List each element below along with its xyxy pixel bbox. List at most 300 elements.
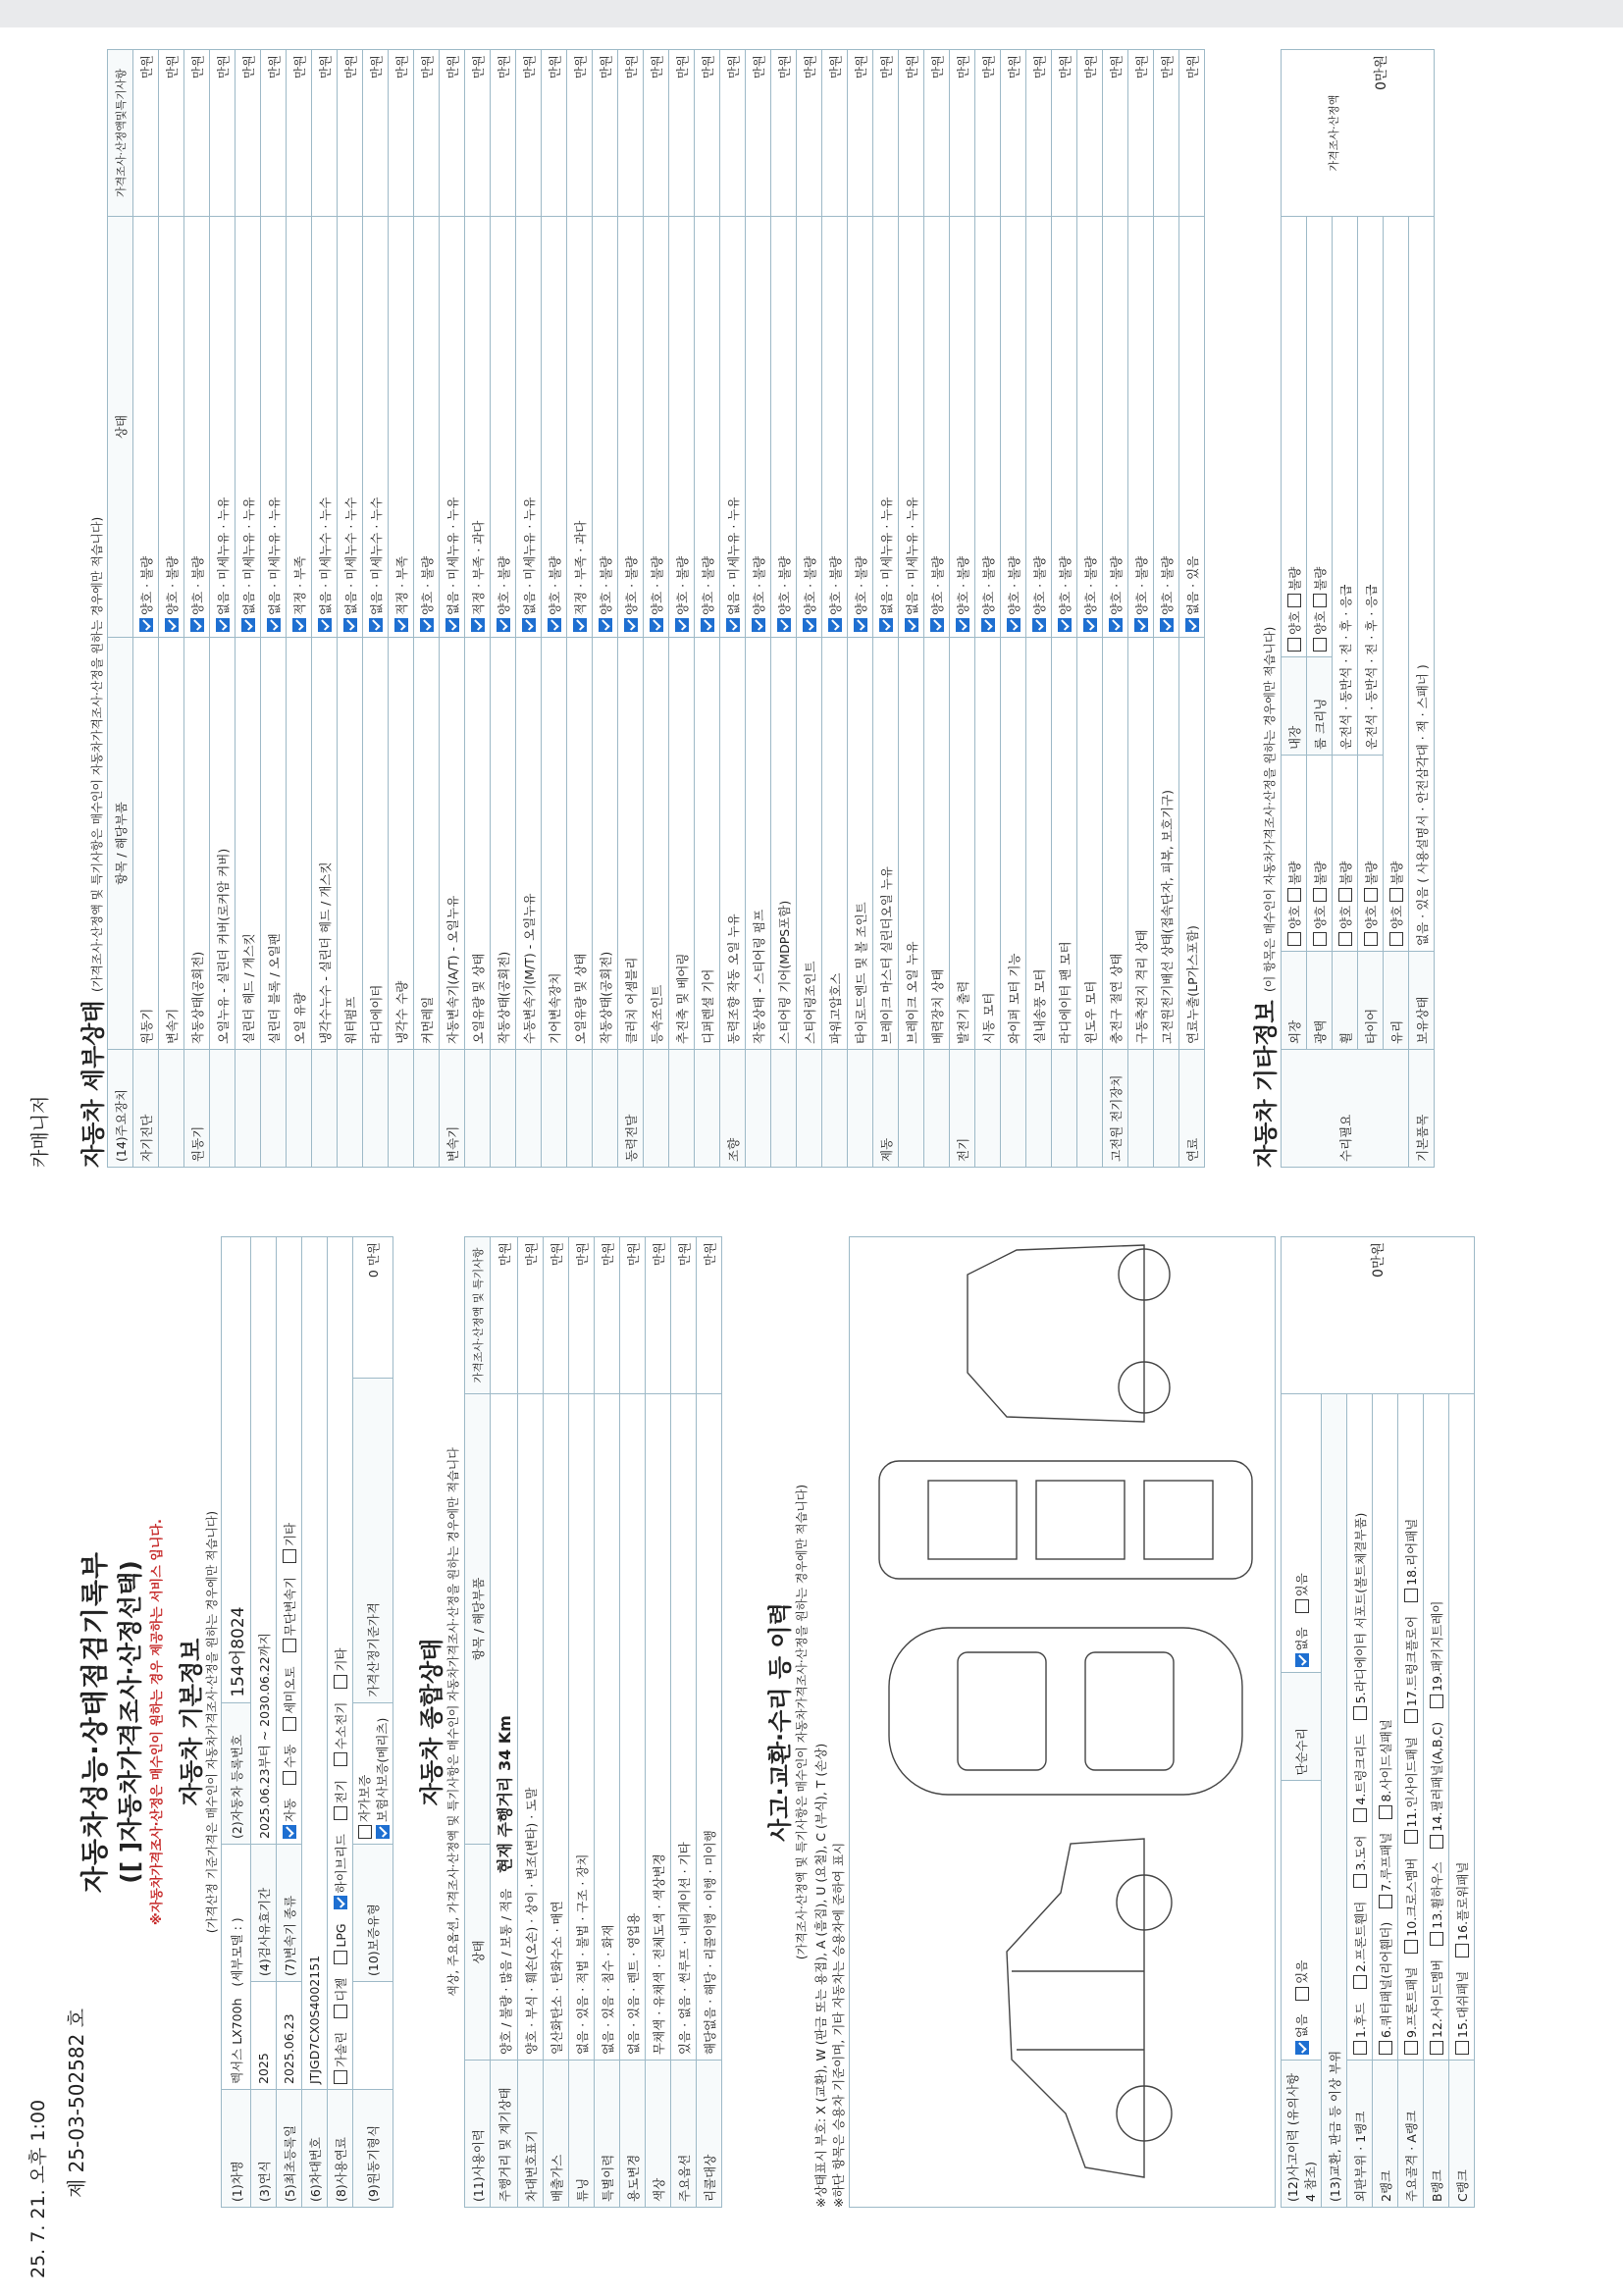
detail-price: 만원	[236, 50, 261, 217]
summary-col-price: 가격조사·산정액 및 특기사항	[465, 1237, 491, 1394]
detail-checkbox[interactable]	[139, 618, 153, 632]
accident-note: (가격조사·산정액 및 특기사항은 매수인이 자동차가격조사·산정을 원하는 경우에만 적습니다)	[795, 1484, 809, 1960]
detail-state[interactable]: 없음 · 미세누유 · 누유	[720, 217, 746, 638]
detail-group	[695, 1050, 720, 1168]
warranty-opt-self[interactable]: 자가보증	[355, 1775, 373, 1839]
detail-checkbox[interactable]	[241, 618, 255, 632]
passenger-car-legend: ※하단 항목은 승용차 기준이며, 기타 자동차는 승용차에 준하여 표시	[831, 1842, 846, 2208]
detail-group	[210, 1050, 236, 1168]
detail-group	[567, 1050, 593, 1168]
detail-row	[720, 50, 746, 1168]
detail-row	[848, 50, 873, 1168]
detail-price: 만원	[363, 50, 389, 217]
detail-checkbox[interactable]	[445, 618, 459, 632]
detail-price: 만원	[414, 50, 440, 217]
detail-group	[1154, 1050, 1179, 1168]
detail-state[interactable]: 없음 · 미세누유 · 누유	[440, 217, 465, 638]
warranty-options	[353, 1702, 393, 1844]
basic-info-table	[221, 1236, 393, 2208]
detail-group: 조향	[720, 1050, 746, 1168]
other-info-title: 자동차 기타정보 (이 항목은 매수인이 자동차가격조사·산정을 원하는 경우에만 적습니다)	[1252, 626, 1280, 1168]
detail-checkbox[interactable]	[701, 618, 714, 632]
detail-row	[159, 50, 184, 1168]
reg-no-label: (2)자동차 등록번호	[222, 1702, 251, 1844]
detail-state[interactable]: 양호 · 불량	[133, 217, 159, 638]
detail-checkbox[interactable]	[675, 618, 689, 632]
detail-group	[1077, 1050, 1103, 1168]
detail-row	[338, 50, 363, 1168]
detail-state[interactable]: 양호 · 불량	[950, 217, 975, 638]
detail-item: 타이로드엔드 및 볼 조인트	[848, 638, 873, 1050]
form-title: 자동차성능·상태점검기록부	[79, 1550, 111, 1894]
price-basis-label: 가격산정기준가격	[353, 1379, 393, 1702]
detail-checkbox[interactable]	[471, 618, 485, 632]
simple-repair-options	[1282, 1394, 1322, 1674]
detail-state[interactable]: 양호 · 불량	[1128, 217, 1154, 638]
validity-label: (4)검사유효기간	[251, 1845, 277, 1982]
detail-item: 변속기	[159, 638, 184, 1050]
detail-group	[542, 1050, 567, 1168]
detail-price: 만원	[644, 50, 669, 217]
detail-item: 오일 유량	[287, 638, 312, 1050]
detail-state[interactable]: 양호 · 불량	[1026, 217, 1052, 638]
detail-price: 만원	[924, 50, 950, 217]
fuel-label: (8)사용연료	[328, 2090, 353, 2208]
detail-price: 만원	[593, 50, 618, 217]
detail-group	[746, 1050, 771, 1168]
detail-price: 만원	[287, 50, 312, 217]
detail-row	[210, 50, 236, 1168]
detail-group	[822, 1050, 848, 1168]
detail-price: 만원	[669, 50, 695, 217]
simple-opt-yes[interactable]: 있음	[1292, 1573, 1310, 1613]
price-basis-value: 0 만원	[353, 1237, 393, 1379]
symbol-legend: ※상태표시 부호: X (교환), W (판금 또는 용접), A (흠집), U (요철), C (부식), T (손상)	[813, 1743, 828, 2208]
detail-group	[159, 1050, 184, 1168]
detail-state[interactable]: 양호 · 불량	[848, 217, 873, 638]
detail-state[interactable]: 적정 · 부족	[287, 217, 312, 638]
detail-group	[644, 1050, 669, 1168]
detail-state[interactable]: 양호 · 불량	[644, 217, 669, 638]
detail-row	[542, 50, 567, 1168]
detail-checkbox[interactable]	[599, 618, 612, 632]
detail-item: 추진축 및 베어링	[669, 638, 695, 1050]
detail-checkbox[interactable]	[343, 618, 357, 632]
detail-checkbox[interactable]	[1058, 618, 1072, 632]
car-top-view	[889, 1628, 1242, 1795]
detail-checkbox[interactable]	[1185, 618, 1199, 632]
detail-row	[236, 50, 261, 1168]
detail-checkbox[interactable]	[726, 618, 740, 632]
detail-checkbox[interactable]	[318, 618, 332, 632]
detail-group: 제동	[873, 1050, 899, 1168]
detail-item: 라디에이터	[363, 638, 389, 1050]
detail-checkbox[interactable]	[828, 618, 842, 632]
detail-price: 만원	[133, 50, 159, 217]
detail-state[interactable]: 양호 · 불량	[1154, 217, 1179, 638]
detail-state[interactable]: 없음 · 미세누유 · 누유	[899, 217, 924, 638]
detail-state[interactable]: 없음 · 미세누유 · 누유	[210, 217, 236, 638]
detail-state[interactable]: 없음 · 미세누수 · 누수	[363, 217, 389, 638]
detail-checkbox[interactable]	[650, 618, 663, 632]
detail-item: 냉각수 수량	[389, 638, 414, 1050]
detail-group	[975, 1050, 1001, 1168]
car-name-label: (1)차명	[222, 2090, 251, 2208]
car-diagram-svg	[850, 1237, 1275, 2207]
detail-table-body	[133, 50, 1205, 1168]
detail-row	[618, 50, 644, 1168]
detail-checkbox[interactable]	[165, 618, 179, 632]
year-value: 2025	[251, 1982, 277, 2090]
detail-state[interactable]: 양호 · 불량	[975, 217, 1001, 638]
detail-item: 스티어링조인트	[797, 638, 822, 1050]
detail-item: 워터펌프	[338, 638, 363, 1050]
detail-price: 만원	[1001, 50, 1026, 217]
fuel-options	[328, 1237, 353, 2090]
detail-checkbox[interactable]	[981, 618, 995, 632]
summary-note: 색상, 주요옵션, 가격조사·산정액 및 특기사항은 매수인이 자동차가격조사·산정을 원하는 경우에만 적습니다	[446, 1447, 460, 1997]
trans-opt-auto[interactable]: 자동	[281, 1799, 298, 1839]
detail-item: 라디에이터 팬 모터	[1052, 638, 1077, 1050]
transmission-label: (7)변속기 종류	[277, 1845, 302, 1982]
detail-checkbox[interactable]	[905, 618, 918, 632]
detail-item: 충전구 절연 상태	[1103, 638, 1128, 1050]
detail-row	[1077, 50, 1103, 1168]
detail-group	[287, 1050, 312, 1168]
detail-item: 냉각수누수 - 실린더 헤드 / 개스킷	[312, 638, 338, 1050]
detail-row	[797, 50, 822, 1168]
detail-state[interactable]: 양호 · 불량	[159, 217, 184, 638]
summary-row-mileage: 주행거리 및 계기상태 양호 / 불량 · 많음 / 보통 / 적음 현재 주행거리 34 Km 만원	[491, 1237, 518, 2208]
detail-item: 오일유량 및 상태	[567, 638, 593, 1050]
detail-row	[389, 50, 414, 1168]
accident-opt-none[interactable]: 없음	[1292, 2014, 1310, 2055]
detail-item: 고전원전기배선 상태(접속단자, 피복, 보호기구)	[1154, 638, 1179, 1050]
rankB-row: B랭크 12.사이드멤버 13.휠하우스 14.필러패널(A,B,C) 19.패키지트레이	[1424, 1237, 1449, 2208]
detail-state[interactable]: 양호 · 불량	[414, 217, 440, 638]
summary-row-recall: 리콜대상 해당없음 · 해당 · 리콜이행 · 이행 · 미이행 만원	[697, 1237, 722, 2208]
detail-item: 와이퍼 모터 기능	[1001, 638, 1026, 1050]
detail-state[interactable]: 양호 · 불량	[593, 217, 618, 638]
basic-info-title: 자동차 기본정보	[178, 1638, 205, 1806]
detail-checkbox[interactable]	[1032, 618, 1046, 632]
detail-row	[1052, 50, 1077, 1168]
detail-checkbox[interactable]	[497, 618, 510, 632]
detail-price: 만원	[1103, 50, 1128, 217]
detail-price: 만원	[720, 50, 746, 217]
detail-price: 만원	[899, 50, 924, 217]
detail-price: 만원	[440, 50, 465, 217]
detail-state[interactable]: 없음 · 미세누유 · 누유	[261, 217, 287, 638]
form-subtitle: ([ ]자동차가격조사·산정선택)	[116, 1560, 144, 1884]
detail-group	[771, 1050, 797, 1168]
summary-row-usage: 용도변경 없음 · 있음 · 렌트 · 영업용 만원	[620, 1237, 646, 2208]
detail-checkbox[interactable]	[1160, 618, 1174, 632]
detail-checkbox[interactable]	[879, 618, 893, 632]
summary-col-item: 항목 / 해당부품	[465, 1394, 491, 1845]
detail-title: 자동차 세부상태 (가격조사·산정액 및 특기사항은 매수인이 자동차가격조사·산정을 원하는 경우에만 적습니다)	[79, 516, 107, 1168]
detail-group	[669, 1050, 695, 1168]
engine-type-value	[353, 1982, 393, 2090]
fuel-opt-other[interactable]: 기타	[332, 1647, 349, 1688]
detail-price: 만원	[1154, 50, 1179, 217]
detail-item: 디퍼렌셜 기어	[695, 638, 720, 1050]
detail-row	[593, 50, 618, 1168]
detail-item: 작동상태(공회전)	[593, 638, 618, 1050]
first-reg-label: (5)최초등록일	[277, 2090, 302, 2208]
detail-item: 스티어링 기어(MDPS포함)	[771, 638, 797, 1050]
detail-checkbox[interactable]	[394, 618, 408, 632]
detail-state[interactable]: 적정 · 부족 · 과다	[465, 217, 491, 638]
detail-checkbox[interactable]	[1109, 618, 1123, 632]
trans-opt-manual[interactable]: 수동	[281, 1745, 298, 1785]
other-info-price: 가격조사·산정액 0만원	[1282, 50, 1435, 217]
detail-state[interactable]: 양호 · 불량	[491, 217, 516, 638]
detail-price: 만원	[950, 50, 975, 217]
detail-state[interactable]: 양호 · 불량	[695, 217, 720, 638]
detail-checkbox[interactable]	[548, 618, 561, 632]
detail-state[interactable]: 양호 · 불량	[669, 217, 695, 638]
detail-checkbox[interactable]	[420, 618, 434, 632]
detail-item: 원동기	[133, 638, 159, 1050]
detail-item: 윈도우 모터	[1077, 638, 1103, 1050]
detail-group: 자기진단	[133, 1050, 159, 1168]
service-notice: ※자동차가격조사·산정은 매수인이 원하는 경우 제공하는 서비스 입니다.	[150, 1519, 165, 1925]
right-panel	[74, 39, 1555, 1168]
accident-history-options	[1282, 1781, 1322, 2061]
detail-state[interactable]: 양호 · 불량	[1103, 217, 1128, 638]
detail-group	[363, 1050, 389, 1168]
left-panel	[74, 1217, 1555, 2227]
detail-price: 만원	[338, 50, 363, 217]
summary-row-vin-mark: 차대번호표기 양호 · 부식 · 훼손(오손) · 상이 · 변조(변타) · 도말 만원	[518, 1237, 544, 2208]
detail-checkbox[interactable]	[267, 618, 281, 632]
detail-state[interactable]: 양호 · 불량	[1052, 217, 1077, 638]
year-label: (3)연식	[251, 2090, 277, 2208]
detail-item: 연료누출(LP가스포함)	[1179, 638, 1205, 1050]
summary-col-history: (11)사용이력	[465, 2061, 491, 2208]
accident-opt-yes[interactable]: 있음	[1292, 1960, 1310, 2001]
detail-row	[975, 50, 1001, 1168]
detail-item: 수동변속기(M/T) - 오일누유	[516, 638, 542, 1050]
detail-item: 작동상태(공회전)	[491, 638, 516, 1050]
detail-state[interactable]: 적정 · 부족	[389, 217, 414, 638]
detail-price: 만원	[1128, 50, 1154, 217]
trans-opt-other[interactable]: 기타	[281, 1523, 298, 1563]
detail-row	[133, 50, 159, 1168]
detail-price: 만원	[1026, 50, 1052, 217]
detail-group	[797, 1050, 822, 1168]
detail-row	[644, 50, 669, 1168]
detail-row	[363, 50, 389, 1168]
detail-group	[1026, 1050, 1052, 1168]
detail-checkbox[interactable]	[854, 618, 867, 632]
detail-checkbox[interactable]	[1007, 618, 1021, 632]
fuel-opt-hybrid[interactable]: 하이브리드	[332, 1834, 349, 1909]
detail-price: 만원	[312, 50, 338, 217]
car-side-view-right	[968, 1245, 1170, 1422]
warranty-opt-insurer[interactable]: 보험사보증(메리츠)	[373, 1718, 391, 1839]
rank2-row: 2랭크 6.쿼터패널(리어휀더) 7.루프패널 8.사이드실패널	[1373, 1237, 1398, 2208]
detail-row	[822, 50, 848, 1168]
detail-price: 만원	[746, 50, 771, 217]
detail-checkbox[interactable]	[752, 618, 765, 632]
summary-col-state: 상태	[465, 1845, 491, 2061]
fuel-opt-electric[interactable]: 전기	[332, 1780, 349, 1820]
detail-state[interactable]: 양호 · 불량	[822, 217, 848, 638]
detail-price: 만원	[771, 50, 797, 217]
vin-value: JTJGD7CX0S4002151	[302, 1237, 328, 2090]
detail-group: 변속기	[440, 1050, 465, 1168]
detail-group: 원동기	[184, 1050, 210, 1168]
detail-item: 클러치 어셈블리	[618, 638, 644, 1050]
detail-price: 만원	[1052, 50, 1077, 217]
detail-row	[516, 50, 542, 1168]
simple-opt-none[interactable]: 없음	[1292, 1627, 1310, 1667]
detail-checkbox[interactable]	[216, 618, 230, 632]
detail-state[interactable]: 없음 · 있음	[1179, 217, 1205, 638]
detail-group	[491, 1050, 516, 1168]
detail-state[interactable]: 적정 · 부족 · 과다	[567, 217, 593, 638]
detail-checkbox[interactable]	[369, 618, 383, 632]
detail-state[interactable]: 양호 · 불량	[746, 217, 771, 638]
detail-checkbox[interactable]	[190, 618, 204, 632]
detail-price: 만원	[695, 50, 720, 217]
parts-label: (13)교환, 판금 등 이상 부위	[1322, 1394, 1347, 2208]
detail-checkbox[interactable]	[956, 618, 969, 632]
mileage-text: 현재 주행거리 34 Km	[496, 1715, 514, 1873]
detail-item: 구동축전지 격리 상태	[1128, 638, 1154, 1050]
detail-state[interactable]: 없음 · 미세누유 · 누유	[236, 217, 261, 638]
detail-price: 만원	[873, 50, 899, 217]
detail-group	[593, 1050, 618, 1168]
detail-state[interactable]: 없음 · 미세누유 · 누유	[873, 217, 899, 638]
detail-row	[1128, 50, 1154, 1168]
transmission-options	[277, 1237, 302, 1845]
detail-checkbox[interactable]	[777, 618, 791, 632]
detail-group	[899, 1050, 924, 1168]
detail-price: 만원	[465, 50, 491, 217]
detail-checkbox[interactable]	[624, 618, 638, 632]
detail-checkbox[interactable]	[1134, 618, 1148, 632]
accident-price: 0만원	[1282, 1237, 1475, 1394]
detail-row	[1154, 50, 1179, 1168]
validity-value: 2025.06.23부터 ~ 2030.06.22까지	[251, 1237, 277, 1845]
detail-group	[261, 1050, 287, 1168]
detail-checkbox[interactable]	[930, 618, 944, 632]
detail-price: 만원	[542, 50, 567, 217]
detail-group: 연료	[1179, 1050, 1205, 1168]
detail-group	[1052, 1050, 1077, 1168]
detail-row	[873, 50, 899, 1168]
detail-state[interactable]: 양호 · 불량	[797, 217, 822, 638]
detail-group	[465, 1050, 491, 1168]
car-side-view-left	[1007, 1839, 1172, 2177]
detail-state[interactable]: 양호 · 불량	[1001, 217, 1026, 638]
detail-row	[669, 50, 695, 1168]
print-datetime: 25. 7. 21. 오후 1:00	[27, 2099, 49, 2278]
summary-row-tuning: 튜닝 없음 · 있음 · 적법 · 불법 · 구조 · 장치 만원	[569, 1237, 595, 2208]
summary-row-emission: 배출가스 일산화탄소 · 탄화수소 · 매연 만원	[544, 1237, 569, 2208]
detail-checkbox[interactable]	[292, 618, 306, 632]
detail-item: 발전기 출력	[950, 638, 975, 1050]
detail-table: (14)주요장치 항목 / 해당부품 상태 가격조사·산정액및특기사항 자기진단 원동기 양호 · 불량 만원 변속기 양호 · 불량 만원 원동기 작동상태(공회전) 양호 · 불량 만원 오일누유 - 실린더 커버(로커암 커버) 없음 · 미세누유 · 누유 만원 실린더 헤드 / 개스킷 없음 · 미세누유 · 누유 만원 실린더 블록 / 오일팬 없음 · 미세누유 · 누유 만원 오일 유량 적정 · 부족 만원 냉각수누수 - 실린더 헤드 / 개스킷 없음 · 미세누수 · 누수 만원 워터펌프 없음 · 미세누수 · 누수 만원 라디에이터 없음 · 미세누수 · 누수 만원 냉각수 수량 적정 · 부족 만원 커먼레일 양호 · 불량 만원 변속기 자동변속기(A/T) - 오일누유 없음 · 미세누유 · 누유 만원 오일유량 및 상태 적정 · 부족 · 과다 만원 작동상태(공회전) 양호 · 불량 만원 수동변속기(M/T) - 오일누유 없음 · 미세누유 · 누유 만원 기어변속장치 양호 · 불량 만원 오일유량 및 상태 적정 · 부족 · 과다 만원 작동상태(공회전) 양호 · 불량 만원 동력전달 클러치 어셈블리 양호 · 불량 만원 등속조인트 양호 · 불량 만원 추진축 및 베어링 양호 · 불량 만원 디퍼렌셜 기어 양호 · 불량 만원 조향 동력조향 작동 오일 누유 없음 · 미세누유 · 누유 만원 작동상태 - 스티어링 펌프 양호 · 불량 만원 스티어링 기어(MDPS포함) 양호 · 불량 만원 스티어링조인트 양호 · 불량 만원 파워고압호스 양호 · 불량 만원 타이로드엔드 및 볼 조인트 양호 · 불량 만원 제동 브레이크 마스터 실린더오일 누유 없음 · 미세누유 · 누유 만원 브레이크 오일 누유 없음 · 미세누유 · 누유 만원 배력장치 상태 양호 · 불량 만원 전기 발전기 출력 양호 · 불량 만원 시동 모터 양호 · 불량 만원 와이퍼 모터 기능 양호 · 불량 만원 실내송풍 모터 양호 · 불량 만원 라디에이터 팬 모터 양호 · 불량 만원 윈도우 모터 양호 · 불량 만원 고전원 전기장치 충전구 절연 상태 양호 · 불량 만원 구동축전지 격리 상태 양호 · 불량 만원 고전원전기배선 상태(접속단자, 피복, 보호기구) 양호 · 불량 만원 연료 연료누출(LP가스포함) 없음 · 있음 만원	[107, 49, 1205, 1168]
detail-state[interactable]: 양호 · 불량	[618, 217, 644, 638]
fuel-opt-lpg[interactable]: LPG	[334, 1923, 349, 1963]
detail-item: 실린더 블록 / 오일팬	[261, 638, 287, 1050]
detail-row	[1103, 50, 1128, 1168]
detail-group	[924, 1050, 950, 1168]
detail-group: 고전원 전기장치	[1103, 1050, 1128, 1168]
detail-checkbox[interactable]	[803, 618, 816, 632]
detail-state[interactable]: 없음 · 미세누유 · 누유	[516, 217, 542, 638]
fuel-opt-hydrogen[interactable]: 수소전기	[332, 1702, 349, 1766]
detail-group	[414, 1050, 440, 1168]
detail-row	[465, 50, 491, 1168]
detail-state[interactable]: 양호 · 불량	[924, 217, 950, 638]
detail-checkbox[interactable]	[522, 618, 536, 632]
detail-price: 만원	[389, 50, 414, 217]
detail-item: 커먼레일	[414, 638, 440, 1050]
trans-opt-cvt[interactable]: 무단변속기	[281, 1577, 298, 1652]
detail-group	[389, 1050, 414, 1168]
detail-price: 만원	[159, 50, 184, 217]
car-name-value: 렉서스 LX700h (세부모델 : )	[222, 1845, 251, 2090]
detail-row	[567, 50, 593, 1168]
detail-price: 만원	[1179, 50, 1205, 217]
detail-state[interactable]: 양호 · 불량	[1077, 217, 1103, 638]
detail-price: 만원	[797, 50, 822, 217]
detail-row	[1179, 50, 1205, 1168]
detail-state[interactable]: 양호 · 불량	[184, 217, 210, 638]
detail-row	[899, 50, 924, 1168]
summary-row-options: 주요옵션 있음 · 없음 · 썬루프 · 네비게이션 · 기타 만원	[671, 1237, 697, 2208]
detail-item: 실내송풍 모터	[1026, 638, 1052, 1050]
detail-row	[695, 50, 720, 1168]
detail-group	[338, 1050, 363, 1168]
fuel-opt-gasoline[interactable]: 가솔린	[332, 2032, 349, 2084]
detail-state[interactable]: 양호 · 불량	[771, 217, 797, 638]
warranty-label: (10)보증유형	[353, 1845, 393, 1982]
detail-state[interactable]: 양호 · 불량	[542, 217, 567, 638]
detail-row	[924, 50, 950, 1168]
detail-state[interactable]: 없음 · 미세누수 · 누수	[338, 217, 363, 638]
detail-group	[1001, 1050, 1026, 1168]
detail-item: 오일유량 및 상태	[465, 638, 491, 1050]
detail-price: 만원	[210, 50, 236, 217]
detail-row	[261, 50, 287, 1168]
detail-row	[184, 50, 210, 1168]
detail-row	[287, 50, 312, 1168]
detail-item: 동력조향 작동 오일 누유	[720, 638, 746, 1050]
detail-item: 오일누유 - 실린더 커버(로커암 커버)	[210, 638, 236, 1050]
detail-group	[516, 1050, 542, 1168]
detail-checkbox[interactable]	[573, 618, 587, 632]
detail-price: 만원	[184, 50, 210, 217]
detail-price: 만원	[516, 50, 542, 217]
detail-state[interactable]: 없음 · 미세누수 · 누수	[312, 217, 338, 638]
detail-group: 전기	[950, 1050, 975, 1168]
detail-row	[491, 50, 516, 1168]
detail-price: 만원	[848, 50, 873, 217]
summary-row-color: 색상 무채색 · 유채색 · 전체도색 · 색상변경 만원	[646, 1237, 671, 2208]
company-name: 카매니저	[29, 1095, 51, 1168]
detail-price: 만원	[261, 50, 287, 217]
trans-opt-semi[interactable]: 세미오토	[281, 1666, 298, 1730]
fuel-opt-diesel[interactable]: 디젤	[332, 1978, 349, 2018]
detail-checkbox[interactable]	[1083, 618, 1097, 632]
detail-item: 작동상태(공회전)	[184, 638, 210, 1050]
